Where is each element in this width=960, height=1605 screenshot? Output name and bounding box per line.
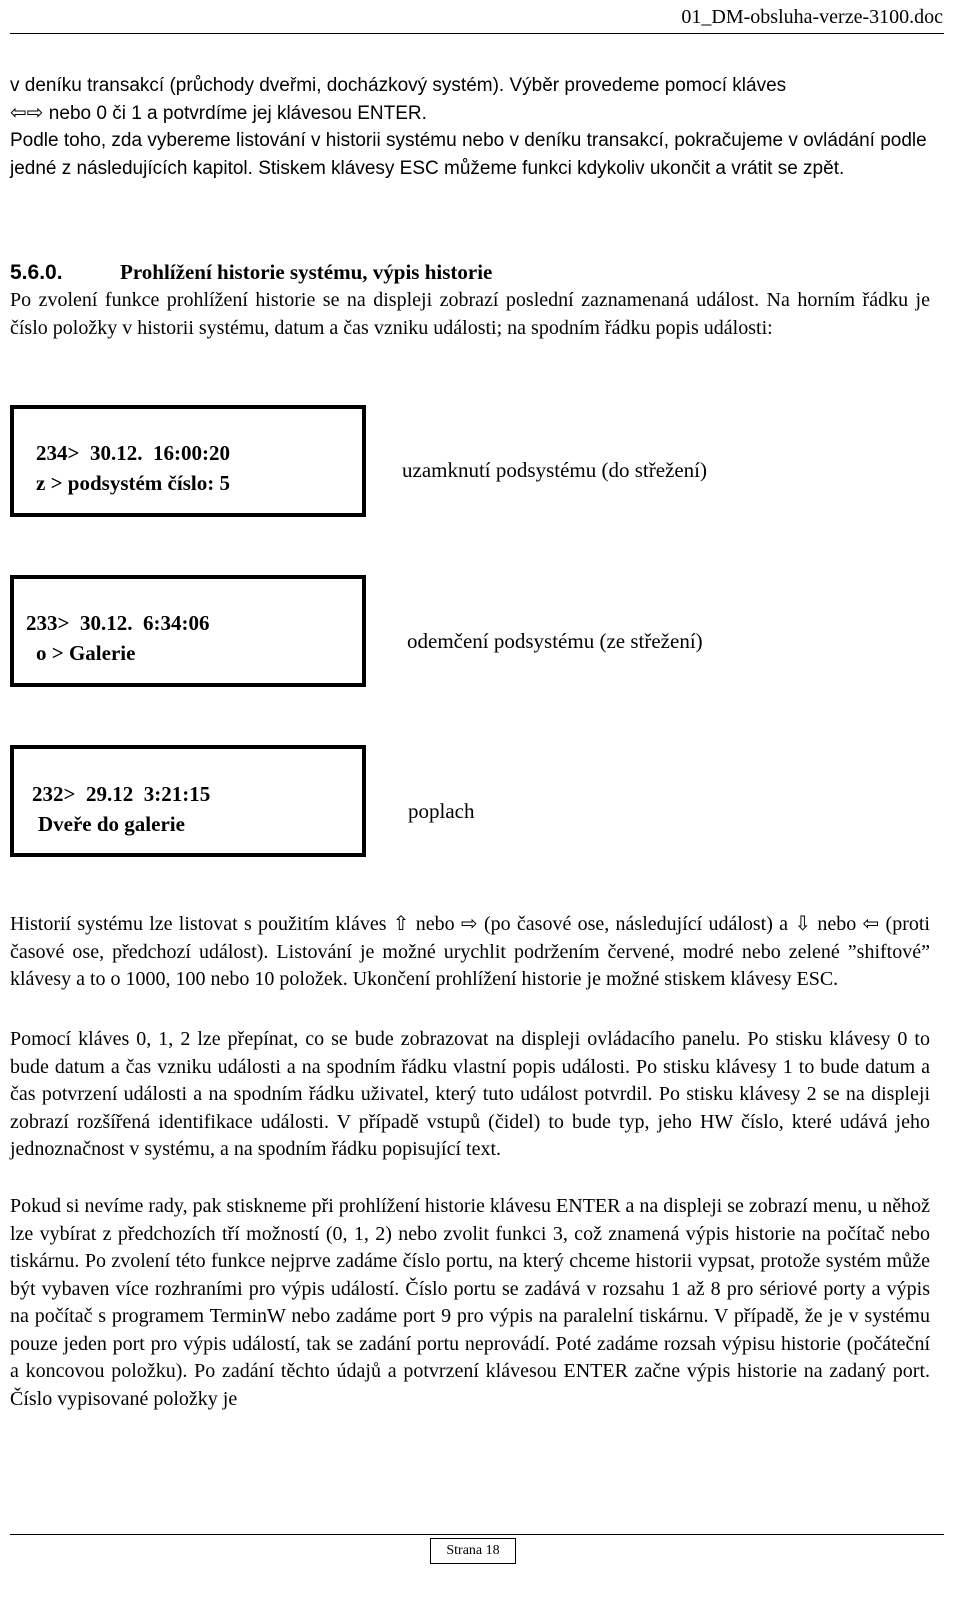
arrow-left-icon: ⇦ (10, 99, 27, 124)
arrow-up-icon: ⇧ (392, 911, 410, 935)
display-line-2: Dveře do galerie (38, 812, 185, 836)
body-paragraph-2: Pomocí kláves 0, 1, 2 lze přepínat, co se bude zobrazovat na displeji ovládacího panelu. Po stisku klávesy 0 to bude datum a čas vzniku události a na spodním řádku vlastní popis události. Po stisku klávesy 1 to bude datum a čas potvrzení události a na spodním řádku uživatel, který tuto událost potvrdil. Po stisku klávesy 2 se na displeji zobrazí rozšířená identifikace události. V případě vstupů (čidel) to bude typ, jeho HW číslo, které udává jeho jednoznačnost v systému, a na spodním řádku popisující text. (10, 1028, 930, 1160)
display-2-description: odemčení podsystému (ze střežení) (407, 629, 703, 653)
arrow-right-icon: ⇨ (460, 911, 478, 935)
footer-divider (10, 1534, 944, 1535)
body-paragraph-1 (10, 911, 930, 994)
history-display-3 (10, 745, 366, 857)
text-run: Historií systému lze listovat s použitím kláves (10, 913, 393, 935)
text-run: (po časové ose, následující událost) a (477, 913, 795, 935)
arrow-down-icon: ⇩ (794, 911, 812, 935)
display-3-description: poplach (408, 799, 475, 823)
text-run: nebo (409, 913, 461, 935)
display-line-2: o > Galerie (36, 641, 136, 665)
display-line-1: 233> 30.12. 6:34:06 (26, 611, 210, 635)
page-number: Strana 18 (430, 1538, 516, 1564)
history-display-2 (10, 575, 366, 687)
intro-paragraph-2: Podle toho, zda vybereme listování v historii systému nebo v deníku transakcí, pokračujeme v ovládání podle jedné z následujících kapitol. Stiskem klávesy ESC můžeme funkci kdykoliv ukončit a vrátit se zpět. (10, 130, 927, 179)
intro-line-2: nebo 0 či 1 a potvrdíme jej klávesou ENTER. (43, 102, 427, 124)
text-run: nebo (811, 913, 863, 935)
section-number: 5.6.0. (10, 261, 63, 284)
body-paragraph-3: Pokud si nevíme rady, pak stiskneme při prohlížení historie klávesu ENTER a na displeji se zobrazí menu, u něhož lze vybírat z předchozích tří možností (0, 1, 2) nebo zvolit funkci 3, což znamená výpis historie na počítač nebo tiskárnu. Po zvolení této funkce nejprve zadáme číslo portu, na který chceme historii vypsat, protože systém může být vybaven více rozhraními pro výpis událostí. Číslo portu se zadává v rozsahu 1 až 8 pro sériové porty a výpis na počítač s programem TerminW nebo zadáme port 9 pro výpis na paralelní tiskárnu. V případě, že je v systému pouze jeden port pro výpis událostí, tak se zadání portu neprovádí. Poté zadáme rozsah výpisu historie (počáteční a koncovou položku). Po zadání těchto údajů a potvrzení klávesou ENTER začne výpis historie na zadaný port. Číslo vypisované položky je (10, 1195, 930, 1410)
display-line-1: 232> 29.12 3:21:15 (32, 782, 211, 806)
display-line-2: z > podsystém číslo: 5 (36, 471, 230, 495)
section-heading (10, 258, 930, 287)
document-filename: 01_DM-obsluha-verze-3100.doc (681, 6, 943, 28)
intro-paragraph-1 (10, 72, 930, 127)
section-intro-paragraph: Po zvolení funkce prohlížení historie se na displeji zobrazí poslední zaznamenaná událost. Na horním řádku je číslo položky v historii systému, datum a čas vzniku události; na spodním řádku popis události: (10, 289, 930, 339)
section-title: Prohlížení historie systému, výpis historie (120, 260, 493, 284)
header-divider (10, 33, 944, 34)
intro-line-1: v deníku transakcí (průchody dveřmi, docházkový systém). Výběr provedeme pomocí kláves (10, 75, 787, 96)
display-line-1: 234> 30.12. 16:00:20 (36, 441, 230, 465)
text-run: (proti časové ose, předchozí událost). Listování je možné urychlit podržením červené, modré nebo zelené ”shiftové” klávesy a to o 1000, 100 nebo 10 položek. Ukončení prohlížení historie je možné stiskem klávesy ESC. (10, 913, 930, 990)
arrow-left-icon: ⇦ (862, 911, 880, 935)
history-display-1 (10, 405, 366, 517)
display-1-description: uzamknutí podsystému (do střežení) (402, 458, 708, 482)
arrow-right-icon: ⇨ (26, 99, 44, 124)
